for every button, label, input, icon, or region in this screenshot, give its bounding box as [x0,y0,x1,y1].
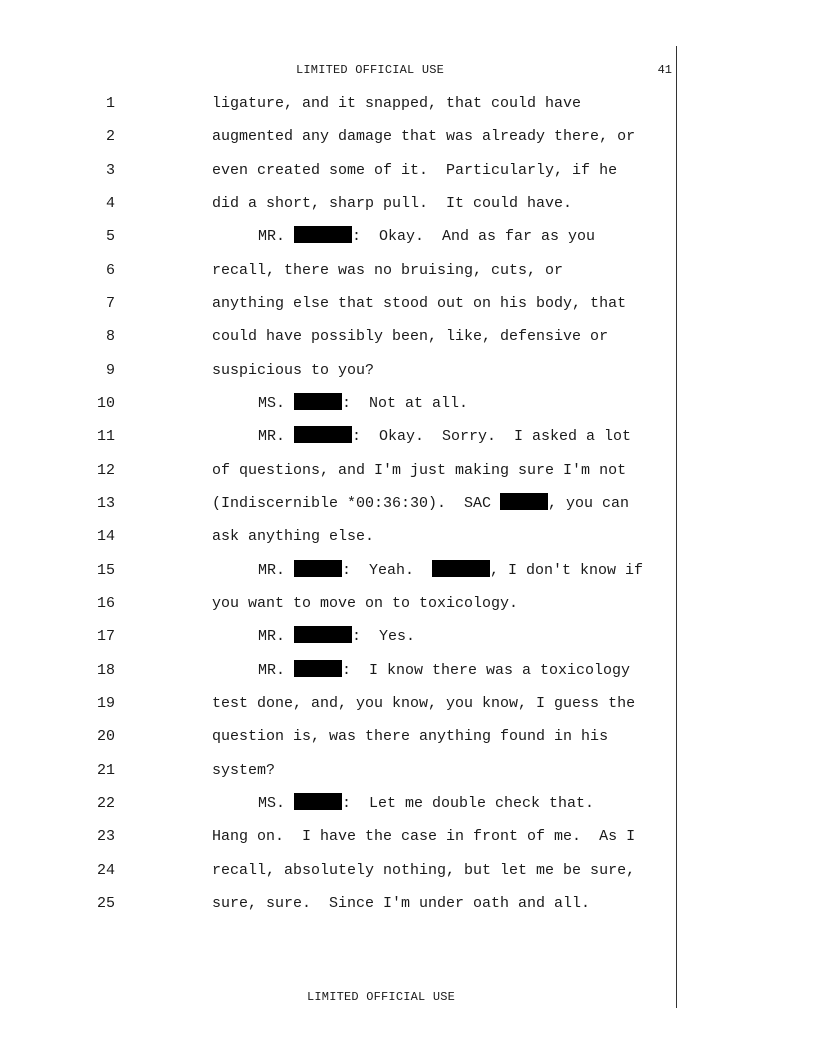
transcript-line [0,425,816,449]
redaction-block [294,626,352,643]
line-text: MS. : Not at all. [258,395,469,412]
redaction-block [294,393,342,410]
redaction-block [294,560,342,577]
line-text: MR. : I know there was a toxicology [258,662,631,679]
transcript-line [0,725,816,749]
line-text: could have possibly been, like, defensive or [212,328,609,345]
transcript-line [0,125,816,149]
transcript-line [0,659,816,683]
line-number: 19 [96,695,115,712]
line-text: system? [212,762,276,779]
line-text: augmented any damage that was already there, or [212,128,636,145]
line-number: 8 [105,328,115,345]
line-text: ligature, and it snapped, that could have [212,95,582,112]
line-number: 12 [96,462,115,479]
line-number: 5 [105,228,115,245]
line-text: MR. : Yes. [258,628,416,645]
line-text: question is, was there anything found in his [212,728,609,745]
line-text: suspicious to you? [212,362,375,379]
transcript-line [0,259,816,283]
redaction-block [294,226,352,243]
line-text: (Indiscernible *00:36:30). SAC , you can [212,495,630,512]
line-number: 22 [96,795,115,812]
line-number: 11 [96,428,115,445]
line-number: 15 [96,562,115,579]
redaction-block [500,493,548,510]
line-number: 25 [96,895,115,912]
transcript-line [0,559,816,583]
line-text: recall, there was no bruising, cuts, or [212,262,564,279]
line-number: 6 [105,262,115,279]
line-text: sure, sure. Since I'm under oath and all. [212,895,591,912]
transcript-line [0,325,816,349]
transcript-line [0,359,816,383]
line-text: of questions, and I'm just making sure I'm not [212,462,627,479]
header-classification: LIMITED OFFICIAL USE [296,63,445,77]
line-number: 17 [96,628,115,645]
page-number: 41 [657,63,672,77]
redaction-block [294,426,352,443]
footer-classification: LIMITED OFFICIAL USE [307,990,456,1004]
transcript-line [0,892,816,916]
line-number: 24 [96,862,115,879]
line-number: 20 [96,728,115,745]
line-text: MS. : Let me double check that. [258,795,595,812]
transcript-line [0,159,816,183]
line-number: 9 [105,362,115,379]
transcript-line [0,525,816,549]
line-number: 2 [105,128,115,145]
line-text: Hang on. I have the case in front of me. As I [212,828,636,845]
line-text: did a short, sharp pull. It could have. [212,195,573,212]
line-number: 4 [105,195,115,212]
transcript-line [0,292,816,316]
transcript-line [0,759,816,783]
redaction-block [294,793,342,810]
line-number: 7 [105,295,115,312]
line-text: test done, and, you know, you know, I guess the [212,695,636,712]
transcript-line [0,792,816,816]
transcript-line [0,592,816,616]
line-text: anything else that stood out on his body, that [212,295,627,312]
line-number: 3 [105,162,115,179]
line-number: 18 [96,662,115,679]
transcript-line [0,492,816,516]
transcript-line [0,825,816,849]
transcript-line [0,859,816,883]
line-number: 14 [96,528,115,545]
line-number: 13 [96,495,115,512]
transcript-line [0,692,816,716]
redaction-block [432,560,490,577]
transcript-line [0,192,816,216]
line-number: 1 [105,95,115,112]
transcript-line [0,392,816,416]
line-text: MR. : Okay. And as far as you [258,228,596,245]
transcript-line [0,225,816,249]
transcript-line [0,459,816,483]
line-text: you want to move on to toxicology. [212,595,519,612]
line-number: 23 [96,828,115,845]
line-text: even created some of it. Particularly, if he [212,162,618,179]
line-text: recall, absolutely nothing, but let me be sure, [212,862,636,879]
line-number: 21 [96,762,115,779]
line-text: MR. : Okay. Sorry. I asked a lot [258,428,632,445]
transcript-line [0,92,816,116]
line-number: 16 [96,595,115,612]
line-number: 10 [96,395,115,412]
line-text: MR. : Yeah. , I don't know if [258,562,644,579]
transcript-line [0,625,816,649]
redaction-block [294,660,342,677]
line-text: ask anything else. [212,528,375,545]
